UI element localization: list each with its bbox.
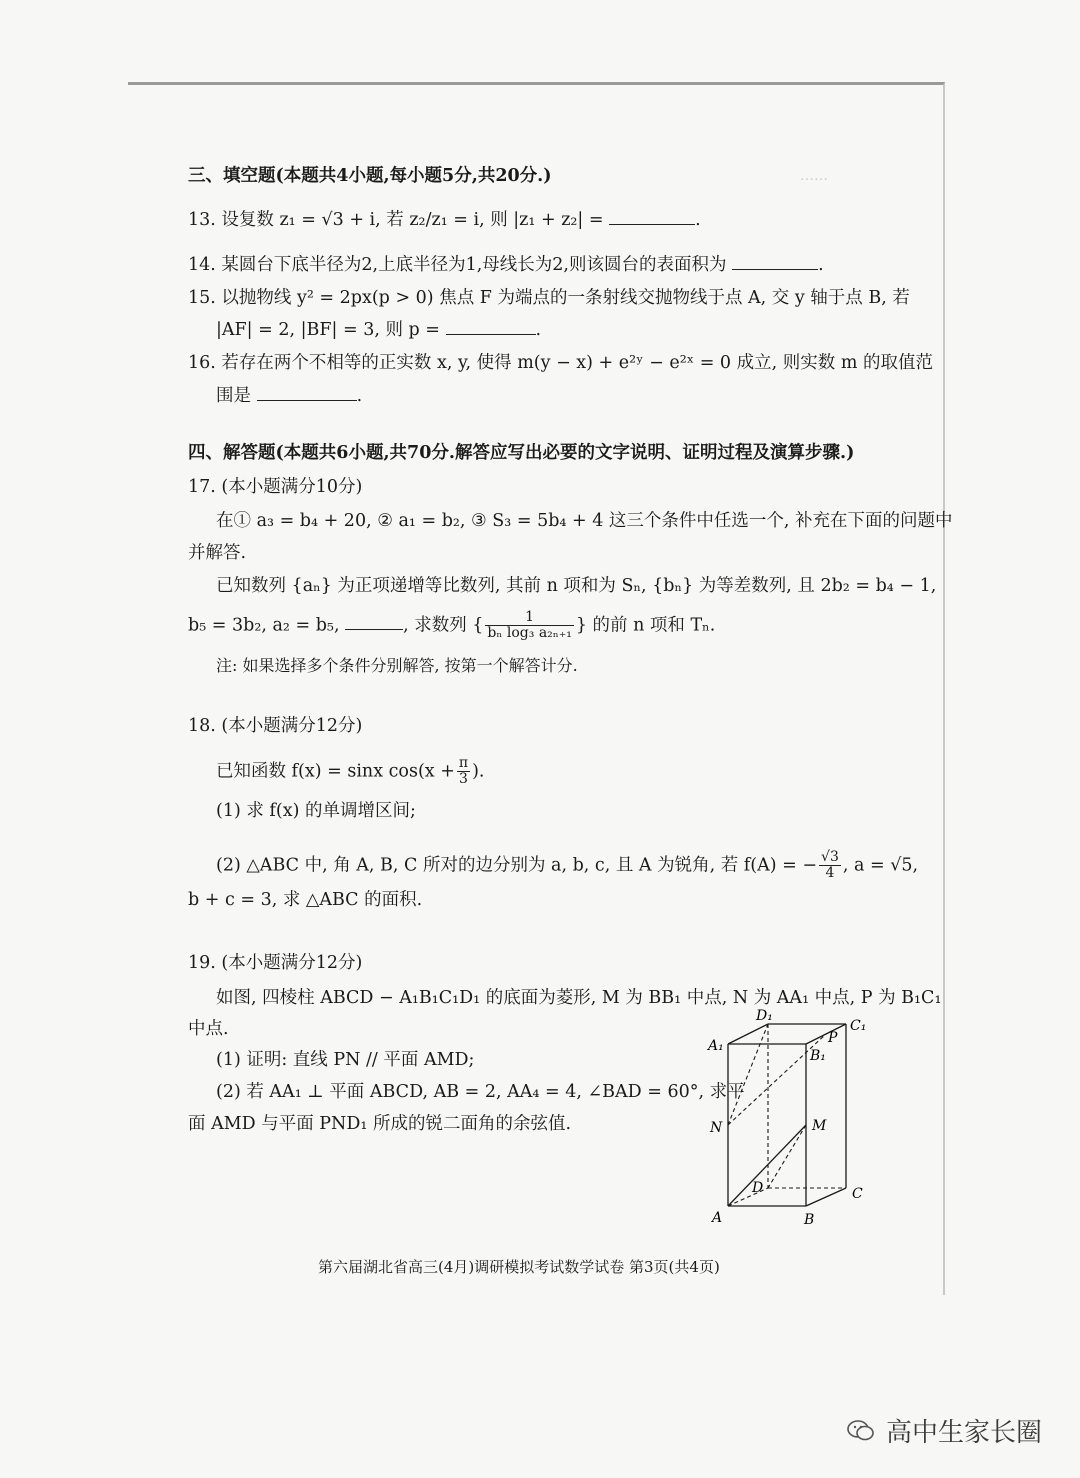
edge-b1-c1 <box>806 1024 846 1044</box>
question-16-line2: 围是 . <box>216 386 363 406</box>
question-17-line3: 已知数列 {aₙ} 为正项递增等比数列, 其前 n 项和为 Sₙ, {bₙ} 为等差数列, 且 2b₂ = b₄ − 1, <box>216 576 937 596</box>
wechat-icon <box>846 1418 876 1444</box>
watermark-text: 高中生家长圈 <box>886 1418 1043 1448</box>
question-18-title: 18. (本小题满分12分) <box>188 716 363 736</box>
page-footer: 第六届湖北省高三(4月)调研模拟考试数学试卷 第3页(共4页) <box>318 1258 720 1276</box>
segment-a-m <box>728 1125 806 1206</box>
sqrt3-over-4-fraction: $\frac{√3}{4}$ <box>821 849 839 882</box>
question-17-note: 注: 如果选择多个条件分别解答, 按第一个解答计分. <box>216 656 578 675</box>
question-15-line2: |AF| = 2, |BF| = 3, 则 p = . <box>216 320 542 340</box>
condition-blank[interactable] <box>345 628 403 630</box>
sequence-fraction: $\frac{1}{\text{bₙ log₃ a₂ₙ₊₁}}$ <box>487 609 572 642</box>
segment-n-d1 <box>728 1024 768 1125</box>
label-a: A <box>712 1210 723 1226</box>
question-17-line4: b₅ = 3b₂, a₂ = b₅, , 求数列 { $\frac{1}{\text{bₙ log₃ a₂ₙ₊₁}}$ } 的前 n 项和 Tₙ. <box>188 609 716 642</box>
question-18-line3: (2) △ABC 中, 角 A, B, C 所对的边分别为 a, b, c, 且 A 为锐角, 若 f(A) = − $\frac{√3}{4}$ , a = √5, <box>216 849 919 882</box>
question-18-line1: 已知函数 f(x) = sinx cos(x + $\frac{\pi}{3}$ ). <box>216 755 485 788</box>
segment-m-d <box>768 1125 806 1188</box>
question-19-line2: 中点. <box>188 1019 229 1039</box>
label-d: D <box>752 1180 764 1196</box>
answer-blank-15[interactable] <box>446 333 536 335</box>
section3-heading: 三、填空题(本题共4小题,每小题5分,共20分.) <box>188 166 552 186</box>
question-16-line1: 16. 若存在两个不相等的正实数 x, y, 使得 m(y − x) + e²ʸ − e²ˣ = 0 成立, 则实数 m 的取值范 <box>188 353 933 373</box>
question-17-line1: 在① a₃ = b₄ + 20, ② a₁ = b₂, ③ S₃ = 5b₄ + 4 这三个条件中任选一个, 补充在下面的问题中 <box>216 511 953 531</box>
question-15-line1: 15. 以抛物线 y² = 2px(p > 0) 焦点 F 为端点的一条射线交抛物线于点 A, 交 y 轴于点 B, 若 <box>188 288 910 308</box>
question-19-line5: 面 AMD 与平面 PND₁ 所成的锐二面角的余弦值. <box>188 1114 572 1134</box>
answer-blank-13[interactable] <box>609 223 695 225</box>
bleed-through-marks: …… <box>800 168 828 184</box>
pi-over-3-fraction: $\frac{\pi}{3}$ <box>458 755 469 788</box>
edge-a1-d1 <box>728 1024 768 1044</box>
label-c: C <box>852 1186 863 1202</box>
label-c1: C₁ <box>850 1018 867 1034</box>
question-14: 14. 某圆台下底半径为2,上底半径为1,母线长为2,则该圆台的表面积为 . <box>188 255 824 275</box>
watermark <box>846 1412 1042 1449</box>
section4-heading: 四、解答题(本题共6小题,共70分.解答应写出必要的文字说明、证明过程及演算步骤.) <box>188 443 855 463</box>
answer-blank-16[interactable] <box>257 399 357 401</box>
label-b: B <box>804 1212 815 1228</box>
label-n: N <box>710 1120 723 1136</box>
question-17-title: 17. (本小题满分10分) <box>188 477 363 497</box>
prism-figure <box>700 1008 880 1228</box>
answer-blank-14[interactable] <box>732 268 818 270</box>
label-b1: B₁ <box>810 1048 826 1064</box>
question-18-line4: b + c = 3, 求 △ABC 的面积. <box>188 890 423 910</box>
question-19-title: 19. (本小题满分12分) <box>188 953 363 973</box>
question-19-line4: (2) 若 AA₁ ⊥ 平面 ABCD, AB = 2, AA₄ = 4, ∠BAD = 60°, 求平 <box>216 1082 745 1102</box>
label-d1: D₁ <box>756 1008 773 1024</box>
label-a1: A₁ <box>708 1038 724 1054</box>
question-13: 13. 设复数 z₁ = √3 + i, 若 z₂/z₁ = i, 则 |z₁ + z₂| = . <box>188 210 701 230</box>
label-p: P <box>828 1030 838 1046</box>
question-17-line2: 并解答. <box>188 543 247 563</box>
edge-b-c <box>806 1188 846 1206</box>
question-19-line3: (1) 证明: 直线 PN // 平面 AMD; <box>216 1050 475 1070</box>
label-m: M <box>812 1118 827 1134</box>
question-18-line2: (1) 求 f(x) 的单调增区间; <box>216 801 416 821</box>
question-19-line1: 如图, 四棱柱 ABCD − A₁B₁C₁D₁ 的底面为菱形, M 为 BB₁ 中点, N 为 AA₁ 中点, P 为 B₁C₁ <box>216 988 942 1008</box>
